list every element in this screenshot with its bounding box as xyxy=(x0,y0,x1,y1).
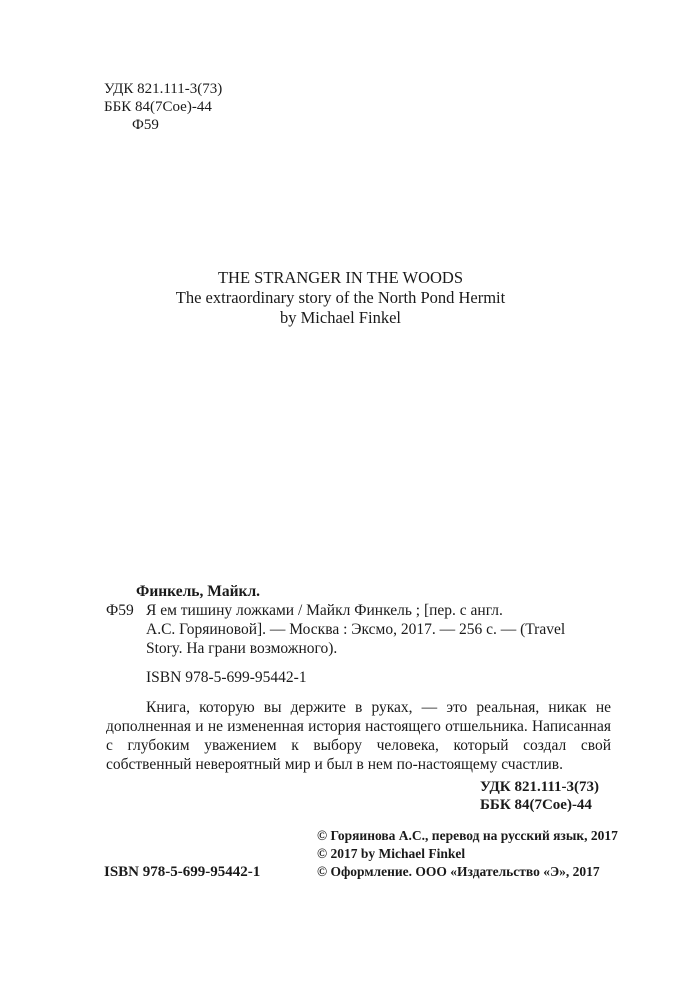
copyright-line: © Оформление. ООО «Издательство «Э», 2017 xyxy=(317,864,600,879)
top-classification-codes xyxy=(104,80,222,134)
bbk-code: ББК 84(7Сое)-44 xyxy=(104,99,212,115)
author-heading: Финкель, Майкл. xyxy=(136,583,261,600)
entry-line: А.С. Горяиновой]. — Москва : Эксмо, 2017. — 256 с. — (Travel xyxy=(146,621,566,638)
copyright-line: © Горяинова А.С., перевод на русский язык, 2017 xyxy=(317,828,618,843)
entry-line: Я ем тишину ложками / Майкл Финкель ; [пер. с англ. xyxy=(146,602,503,619)
udk-code: УДК 821.111-3(73) xyxy=(104,81,223,97)
entry-author-mark: Ф59 xyxy=(106,602,134,619)
isbn-bottom: ISBN 978-5-699-95442-1 xyxy=(104,864,261,880)
original-title: THE STRANGER IN THE WOODS xyxy=(217,268,464,287)
copyright-block xyxy=(317,827,618,881)
original-subtitle: The extraordinary story of the North Pond Hermit xyxy=(175,288,506,307)
annotation: Книга, которую вы держите в руках, — это реальная, никак не дополненная и не измененная история настоящего отшельника. Написанная с глубоким уважением к выбору человека, который создал свой собственный невероятный мир и был в нем по-настоящему счастлив. xyxy=(106,699,611,773)
entry-isbn: ISBN 978-5-699-95442-1 xyxy=(146,669,307,686)
bottom-classification-codes xyxy=(480,778,611,814)
original-byline: by Michael Finkel xyxy=(280,308,401,327)
udk-code-bottom: УДК 821.111-3(73) xyxy=(480,779,600,795)
entry-line: Story. На грани возможного). xyxy=(146,640,338,657)
author-mark: Ф59 xyxy=(132,117,159,133)
bibliographic-record xyxy=(106,582,611,774)
copyright-line: © 2017 by Michael Finkel xyxy=(317,846,466,861)
bbk-code-bottom: ББК 84(7Сое)-44 xyxy=(480,797,592,813)
bibliographic-entry xyxy=(106,601,611,658)
original-title-block xyxy=(0,268,681,328)
